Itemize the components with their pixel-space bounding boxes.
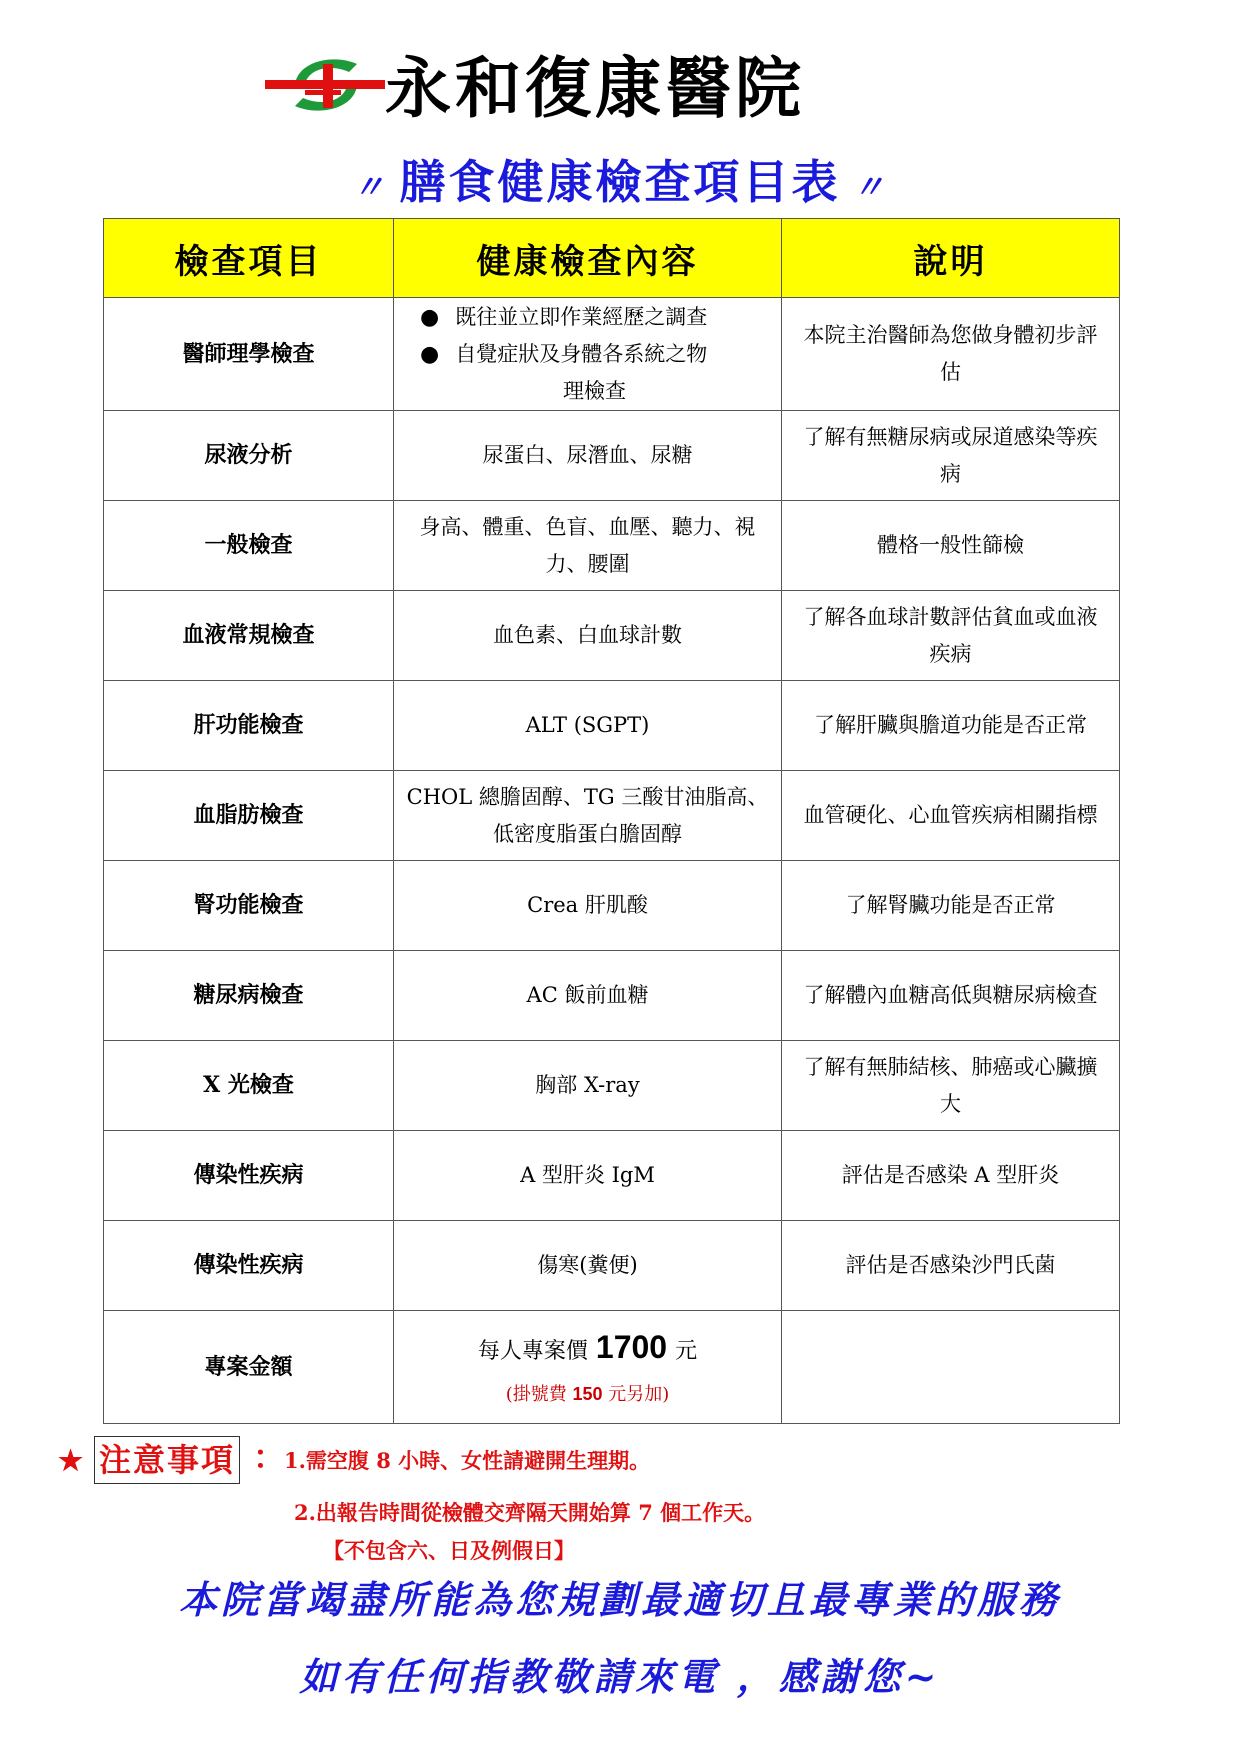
note-prefix: (掛號費	[505, 1384, 567, 1405]
table-row	[104, 1221, 1120, 1311]
note-item: 1.需空腹 8 小時、女性請避開生理期。	[284, 1448, 651, 1473]
cell-description: 評估是否感染 A 型肝炎	[782, 1131, 1120, 1221]
cell-price	[394, 1311, 782, 1424]
table-row	[104, 771, 1120, 861]
bullet-text: 自覺症狀及身體各系統之物	[455, 341, 708, 366]
cell-description: 了解各血球計數評估貧血或血液疾病	[782, 591, 1120, 681]
exam-items-table	[103, 218, 1120, 1424]
cell-content: AC 飯前血糖	[394, 951, 782, 1041]
title-quote-close: 〃	[852, 168, 888, 206]
cell-description: 評估是否感染沙門氏菌	[782, 1221, 1120, 1311]
page-title	[0, 150, 1240, 219]
cell-description: 了解有無糖尿病或尿道感染等疾病	[782, 411, 1120, 501]
bullet-text: 既往並立即作業經歷之調查	[455, 304, 708, 329]
table-row	[104, 951, 1120, 1041]
cell-description: 了解腎臟功能是否正常	[782, 861, 1120, 951]
cell-item: 血脂肪檢查	[104, 771, 394, 861]
table-header-row	[104, 219, 1120, 298]
table-row	[104, 681, 1120, 771]
cell-content: 傷寒(糞便)	[394, 1221, 782, 1311]
cell-content: 尿蛋白、尿潛血、尿糖	[394, 411, 782, 501]
table-row	[104, 298, 1120, 411]
closing-line-2: 如有任何指教敬請來電 ，感謝您~	[299, 1654, 941, 1699]
bullet-icon: ●	[420, 341, 440, 367]
cell-content: 胸部 X-ray	[394, 1041, 782, 1131]
registration-fee-note	[406, 1377, 769, 1412]
bullet-list	[406, 299, 769, 410]
notes-title: 注意事項	[94, 1436, 240, 1484]
cell-description: 了解肝臟與膽道功能是否正常	[782, 681, 1120, 771]
cell-content: CHOL 總膽固醇、TG 三酸甘油脂高、低密度脂蛋白膽固醇	[394, 771, 782, 861]
table-row	[104, 501, 1120, 591]
bullet-item	[420, 336, 769, 373]
table-row	[104, 411, 1120, 501]
title-quote-open: 〃	[352, 168, 388, 206]
note-item: 【不包含六、日及例假日】	[323, 1538, 575, 1563]
bullet-icon: ●	[420, 304, 440, 330]
bullet-item	[420, 299, 769, 336]
notes-colon: ：	[253, 1438, 286, 1476]
table-row	[104, 591, 1120, 681]
cell-item: 血液常規檢查	[104, 591, 394, 681]
cell-item: 傳染性疾病	[104, 1221, 394, 1311]
cell-description: 體格一般性篩檢	[782, 501, 1120, 591]
bullet-text-continued: 理檢查	[563, 378, 626, 403]
table-row	[104, 861, 1120, 951]
price-row	[104, 1311, 1120, 1424]
cell-description: 血管硬化、心血管疾病相關指標	[782, 771, 1120, 861]
cell-content	[394, 298, 782, 411]
column-header-content: 健康檢查內容	[394, 219, 782, 298]
note-item: 2.出報告時間從檢體交齊隔天開始算 7 個工作天。	[294, 1500, 766, 1525]
note-amount: 150	[572, 1384, 603, 1404]
cell-description	[782, 1311, 1120, 1424]
cell-item: 腎功能檢查	[104, 861, 394, 951]
column-header-item: 檢查項目	[104, 219, 394, 298]
price-main	[406, 1322, 769, 1377]
cell-content: ALT (SGPT)	[394, 681, 782, 771]
table-row	[104, 1131, 1120, 1221]
cell-content: A 型肝炎 IgM	[394, 1131, 782, 1221]
cell-item: 糖尿病檢查	[104, 951, 394, 1041]
cell-item: 尿液分析	[104, 411, 394, 501]
cell-content: 血色素、白血球計數	[394, 591, 782, 681]
header	[0, 40, 1240, 135]
price-suffix: 元	[675, 1339, 698, 1364]
price-amount: 1700	[595, 1329, 668, 1365]
cell-content: Crea 肝肌酸	[394, 861, 782, 951]
price-prefix: 每人專案價	[477, 1339, 588, 1364]
cell-item: X 光檢查	[104, 1041, 394, 1131]
cell-item: 醫師理學檢查	[104, 298, 394, 411]
hospital-name: 永和復康醫院	[385, 49, 805, 127]
cell-item: 肝功能檢查	[104, 681, 394, 771]
star-icon: ★	[58, 1444, 84, 1477]
title-text: 膳食健康檢查項目表	[399, 155, 841, 209]
column-header-description: 說明	[782, 219, 1120, 298]
closing-line-1: 本院當竭盡所能為您規劃最適切且最專業的服務	[178, 1577, 1061, 1622]
cell-description: 了解體內血糖高低與糖尿病檢查	[782, 951, 1120, 1041]
cell-description: 了解有無肺結核、肺癌或心臟擴大	[782, 1041, 1120, 1131]
cell-item: 傳染性疾病	[104, 1131, 394, 1221]
cell-content: 身高、體重、色盲、血壓、聽力、視力、腰圍	[394, 501, 782, 591]
hospital-logo-icon	[265, 50, 385, 120]
note-suffix: 元另加)	[608, 1384, 670, 1405]
cell-item: 專案金額	[104, 1311, 394, 1424]
cell-description: 本院主治醫師為您做身體初步評估	[782, 298, 1120, 411]
table-row	[104, 1041, 1120, 1131]
cell-item: 一般檢查	[104, 501, 394, 591]
